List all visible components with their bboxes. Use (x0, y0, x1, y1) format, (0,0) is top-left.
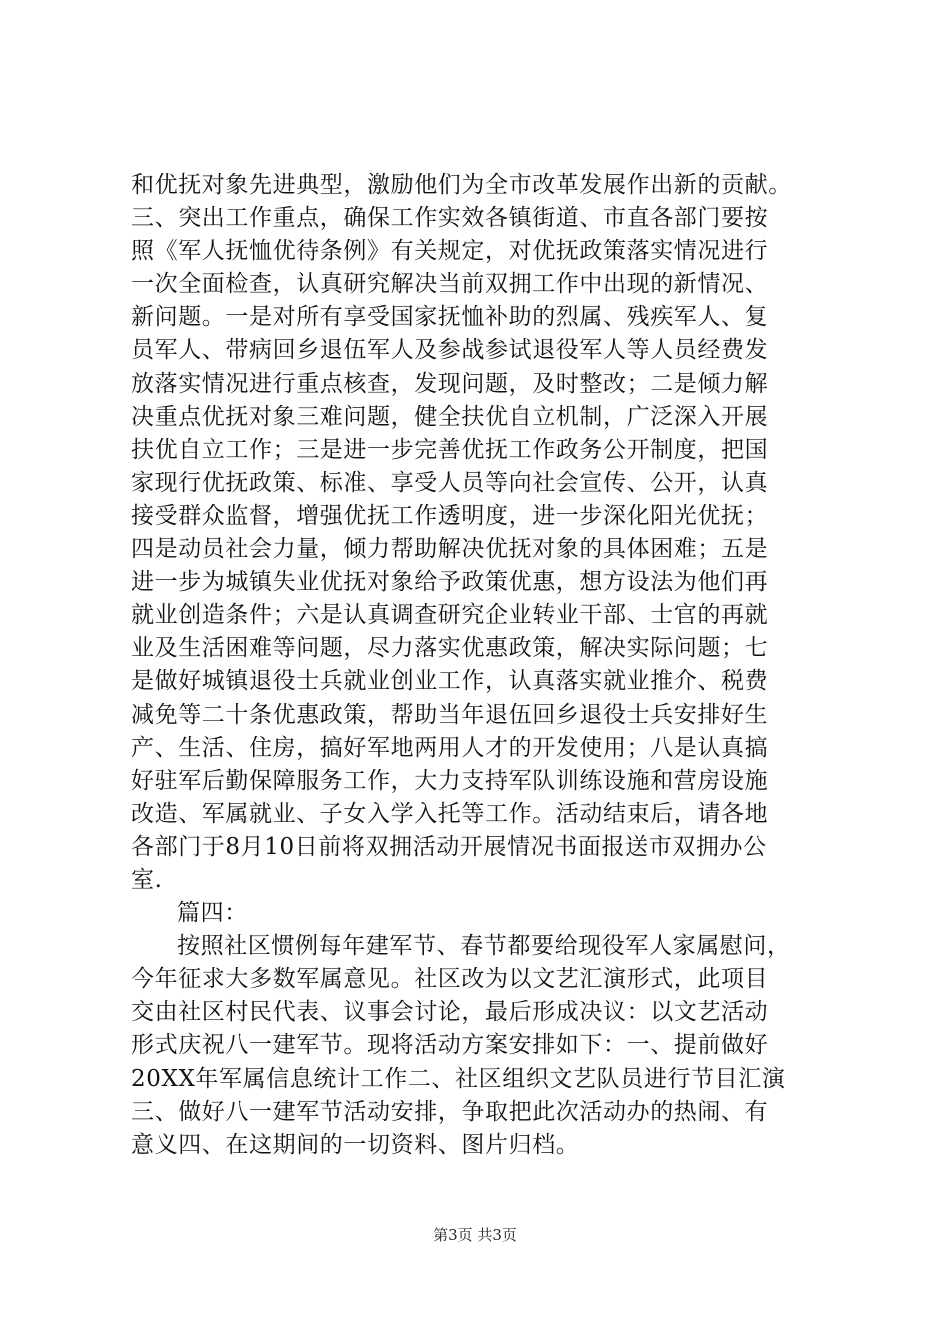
text-line: 放落实情况进行重点核查，发现问题，及时整改；二是倾力解 (131, 370, 769, 397)
text-line: 和优抚对象先进典型，激励他们为全市改革发展作出新的贡献。 (131, 172, 792, 198)
text-line: 20XX年军属信息统计工作二、社区组织文艺队员进行节目汇演 (131, 1065, 786, 1092)
text-line: 进一步为城镇失业优抚对象给予政策优惠，想方设法为他们再 (131, 569, 769, 596)
text-line: 家现行优抚政策、标准、享受人员等向社会宣传、公开，认真 (131, 469, 769, 496)
text-line: 产、生活、住房，搞好军地两用人才的开发使用；八是认真搞 (131, 734, 769, 761)
text-line: 按照社区惯例每年建军节、春节都要给现役军人家属慰问， (177, 933, 791, 960)
text-line: 就业创造条件；六是认真调查研究企业转业干部、士官的再就 (131, 602, 769, 629)
text-line: 一次全面检查，认真研究解决当前双拥工作中出现的新情况、 (131, 271, 769, 298)
text-line: 是做好城镇退役士兵就业创业工作，认真落实就业推介、税费 (131, 668, 769, 695)
text-line: 好驻军后勤保障服务工作，大力支持军队训练设施和营房设施 (131, 767, 769, 794)
text-line: 形式庆祝八一建军节。现将活动方案安排如下：一、提前做好 (131, 1032, 769, 1059)
page-footer: 第3页 共3页 (433, 1226, 517, 1244)
text-line: 员军人、带病回乡退伍军人及参战参试退役军人等人员经费发 (131, 337, 769, 364)
text-line: 篇四： (177, 900, 248, 927)
text-line: 决重点优抚对象三难问题，健全扶优自立机制，广泛深入开展 (131, 403, 769, 430)
text-line: 三、突出工作重点，确保工作实效各镇街道、市直各部门要按 (131, 205, 769, 232)
text-line: 改造、军属就业、子女入学入托等工作。活动结束后，请各地 (131, 800, 769, 827)
text-line: 今年征求大多数军属意见。社区改为以文艺汇演形式，此项目 (131, 966, 769, 993)
text-line: 四是动员社会力量，倾力帮助解决优抚对象的具体困难；五是 (131, 536, 769, 563)
text-line: 意义四、在这期间的一切资料、图片归档。 (131, 1131, 580, 1158)
text-line: 接受群众监督，增强优抚工作透明度，进一步深化阳光优抚； (131, 502, 769, 529)
text-line: 三、做好八一建军节活动安排，争取把此次活动办的热闹、有 (131, 1098, 769, 1125)
text-line: 照《军人抚恤优待条例》有关规定，对优抚政策落实情况进行 (131, 238, 769, 265)
body-text (131, 169, 831, 1162)
text-line: 减免等二十条优惠政策，帮助当年退伍回乡退役士兵安排好生 (131, 701, 769, 728)
text-line: 室. (131, 866, 163, 893)
text-line: 扶优自立工作；三是进一步完善优抚工作政务公开制度，把国 (131, 436, 769, 463)
text-line: 各部门于8月10日前将双拥活动开展情况书面报送市双拥办公 (131, 833, 767, 860)
text-line: 交由社区村民代表、议事会讨论，最后形成决议：以文艺活动 (131, 999, 769, 1026)
text-line: 新问题。一是对所有享受国家抚恤补助的烈属、残疾军人、复 (131, 304, 769, 331)
text-line: 业及生活困难等问题，尽力落实优惠政策，解决实际问题；七 (131, 635, 769, 662)
